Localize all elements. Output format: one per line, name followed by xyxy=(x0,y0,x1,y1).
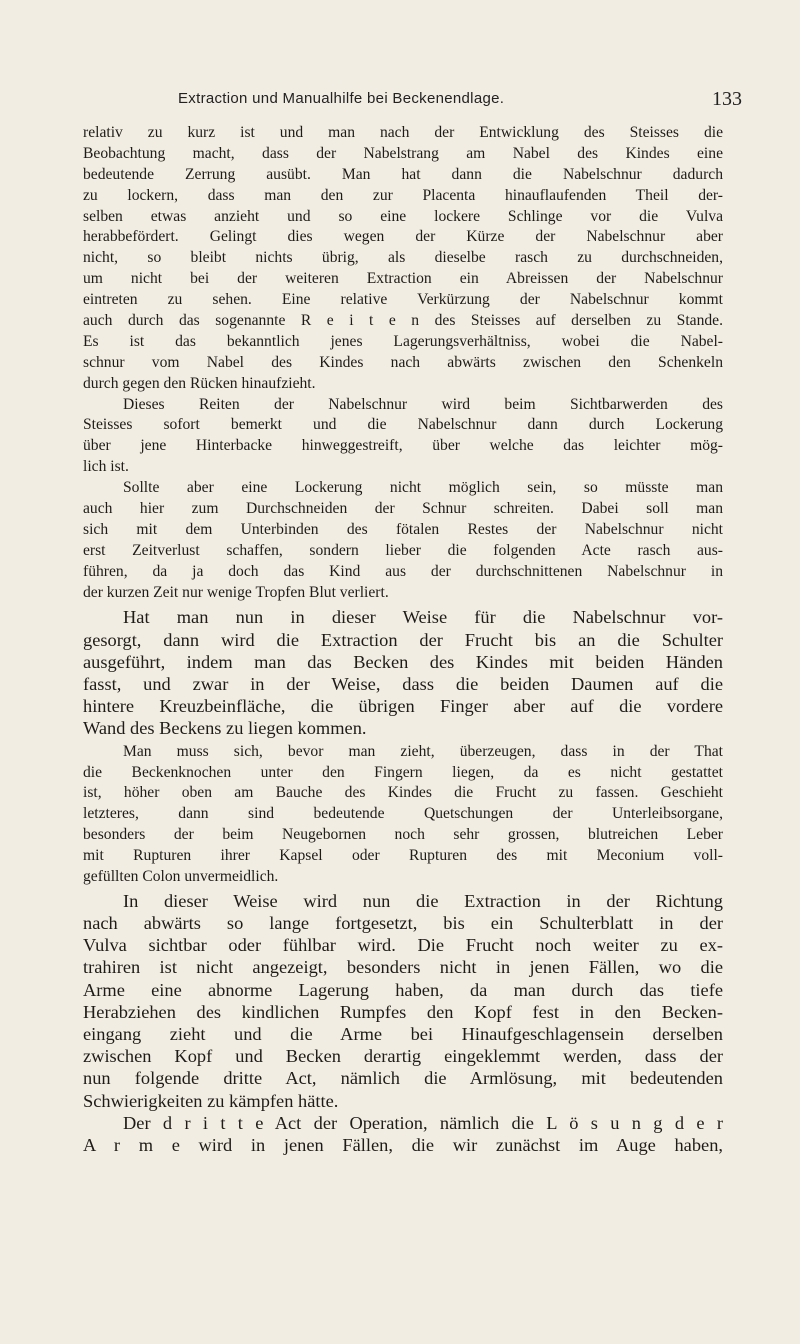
text-line: Schwierigkeiten zu kämpfen hätte. xyxy=(83,1090,339,1111)
text-line: Hat man nun in dieser Weise für die Nabelschnur vor- xyxy=(123,607,723,628)
text-line: Wand des Beckens zu liegen kommen. xyxy=(83,718,367,739)
text-line: ist, höher oben am Bauche des Kindes die Frucht zu fassen. Geschieht xyxy=(83,784,723,802)
text-line: erst Zeitverlust schaffen, sondern lieber die folgenden Acte rasch aus- xyxy=(83,541,723,559)
page-header xyxy=(0,90,800,112)
text-line: um nicht bei der weiteren Extraction ein Abreissen der Nabelschnur xyxy=(83,270,723,288)
text-line: Man muss sich, bevor man zieht, überzeugen, dass in der That xyxy=(123,742,723,760)
text-line: zwischen Kopf und Becken derartig eingeklemmt werden, dass der xyxy=(83,1046,723,1067)
text-line: Sollte aber eine Lockerung nicht möglich sein, so müsste man xyxy=(123,479,723,497)
text-line: über jene Hinterbacke hinweggestreift, über welche das leichter mög- xyxy=(83,437,723,455)
text-line: mit Rupturen ihrer Kapsel oder Rupturen des mit Meconium voll- xyxy=(83,847,723,865)
text-line: die Beckenknochen unter den Fingern liegen, da es nicht gestattet xyxy=(83,763,723,781)
text-line: durch gegen den Rücken hinaufzieht. xyxy=(83,374,316,392)
text-line: bedeutende Zerrung ausübt. Man hat dann die Nabelschnur dadurch xyxy=(83,165,723,183)
text-line: zu lockern, dass man den zur Placenta hinauflaufenden Theil der- xyxy=(83,186,723,204)
text-line: Beobachtung macht, dass der Nabelstrang am Nabel des Kindes eine xyxy=(83,144,723,162)
text-line: gesorgt, dann wird die Extraction der Frucht bis an die Schulter xyxy=(83,629,723,650)
text-line: trahiren ist nicht angezeigt, besonders nicht in jenen Fällen, wo die xyxy=(83,957,723,978)
text-line: herabbefördert. Gelingt dies wegen der Kürze der Nabelschnur aber xyxy=(83,228,723,246)
text-line: fasst, und zwar in der Weise, dass die beiden Daumen auf die xyxy=(83,674,723,695)
text-line: A r m e wird in jenen Fällen, die wir zunächst im Auge haben, xyxy=(83,1134,723,1155)
text-line: Steisses sofort bemerkt und die Nabelschnur dann durch Lockerung xyxy=(83,416,723,434)
text-line: sich mit dem Unterbinden des fötalen Restes der Nabelschnur nicht xyxy=(83,520,723,538)
text-line: der kurzen Zeit nur wenige Tropfen Blut verliert. xyxy=(83,583,389,601)
text-line: Der d r i t t e Act der Operation, nämlich die L ö s u n g d e r xyxy=(123,1112,723,1133)
body-text xyxy=(83,123,723,1156)
text-line: relativ zu kurz ist und man nach der Entwicklung des Steisses die xyxy=(83,124,723,141)
text-line: eingang zieht und die Arme bei Hinaufgeschlagensein derselben xyxy=(83,1023,723,1044)
text-line: Arme eine abnorme Lagerung haben, da man durch das tiefe xyxy=(83,979,723,1000)
text-line: eintreten zu sehen. Eine relative Verkürzung der Nabelschnur kommt xyxy=(83,291,723,309)
text-line: führen, da ja doch das Kind aus der durchschnittenen Nabelschnur in xyxy=(83,562,723,580)
text-line: auch hier zum Durchschneiden der Schnur schreiten. Dabei soll man xyxy=(83,500,723,518)
text-line: In dieser Weise wird nun die Extraction in der Richtung xyxy=(123,890,723,911)
text-line: letzteres, dann sind bedeutende Quetschungen der Unterleibsorgane, xyxy=(83,805,723,823)
text-line: hintere Kreuzbeinfläche, die übrigen Finger aber auf die vordere xyxy=(83,696,723,717)
text-line: Dieses Reiten der Nabelschnur wird beim Sichtbarwerden des xyxy=(123,395,723,413)
text-line: ausgeführt, indem man das Becken des Kindes mit beiden Händen xyxy=(83,651,723,672)
text-line: nun folgende dritte Act, nämlich die Armlösung, mit bedeutenden xyxy=(83,1068,723,1089)
text-line: besonders der beim Neugebornen noch sehr grossen, blutreichen Leber xyxy=(83,826,723,844)
text-line: auch durch das sogenannte R e i t e n des Steisses auf derselben zu Stande. xyxy=(83,312,723,330)
text-line: Herabziehen des kindlichen Rumpfes den Kopf fest in den Becken- xyxy=(83,1001,723,1022)
page-number: 133 xyxy=(712,88,742,110)
text-line: Vulva sichtbar oder fühlbar wird. Die Frucht noch weiter zu ex- xyxy=(83,935,723,956)
text-line: nicht, so bleibt nichts übrig, als dieselbe rasch zu durchschneiden, xyxy=(83,249,723,267)
text-line: schnur vom Nabel des Kindes nach abwärts zwischen den Schenkeln xyxy=(83,353,723,371)
text-line: lich ist. xyxy=(83,458,129,476)
text-line: Es ist das bekanntlich jenes Lagerungsverhältniss, wobei die Nabel- xyxy=(83,332,723,350)
text-line: nach abwärts so lange fortgesetzt, bis ein Schulterblatt in der xyxy=(83,913,723,934)
text-line: selben etwas anzieht und so eine lockere Schlinge vor die Vulva xyxy=(83,207,723,225)
text-line: gefüllten Colon unvermeidlich. xyxy=(83,867,279,885)
running-head: Extraction und Manualhilfe bei Beckenendlage. xyxy=(178,90,505,107)
